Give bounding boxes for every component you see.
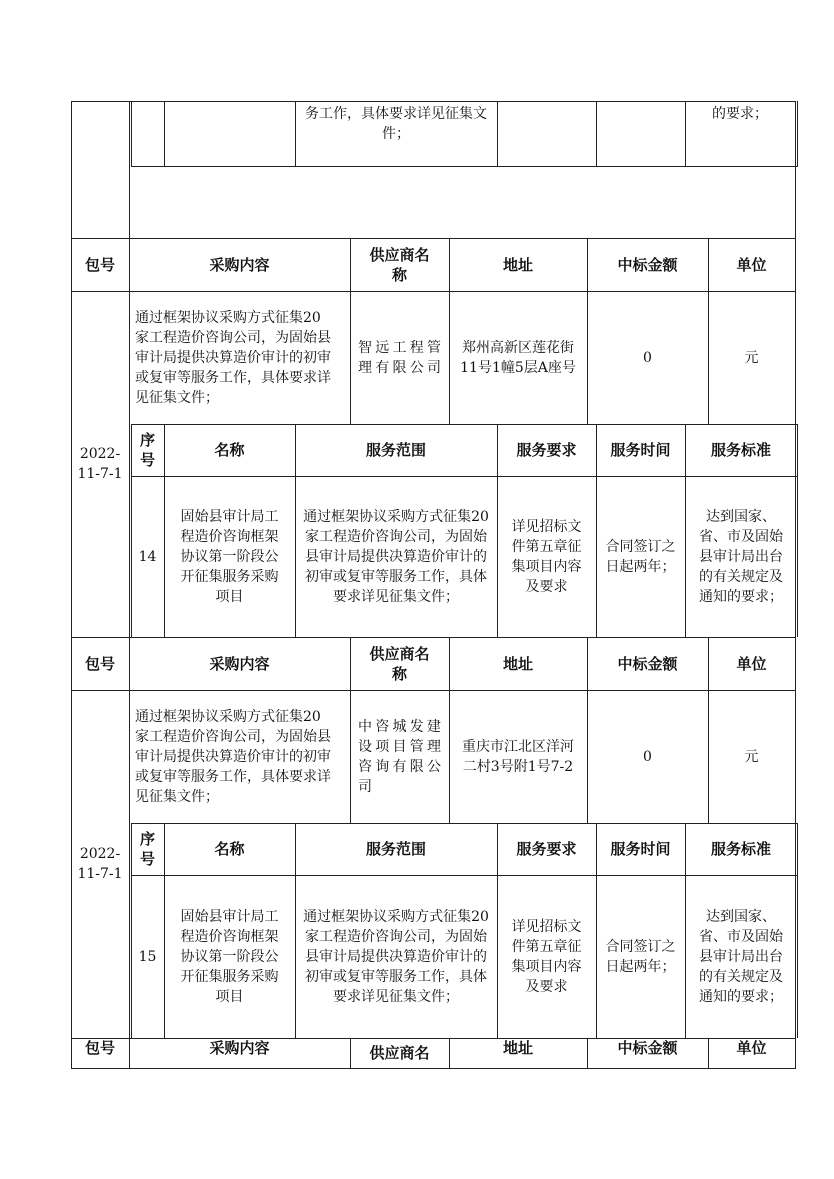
header-address: 地址 — [502, 1039, 533, 1057]
table-divider — [685, 101, 686, 167]
table-divider — [295, 823, 296, 1038]
sub-header-time: 服务时间 — [610, 441, 671, 459]
table-divider — [587, 1038, 588, 1068]
record-supplier: 智远工程管理有限公司 — [358, 339, 441, 376]
table-divider — [131, 875, 798, 876]
table-divider — [596, 823, 597, 1038]
item-seq: 15 — [138, 948, 157, 965]
header-package-no: 包号 — [84, 255, 115, 274]
table-divider — [131, 476, 798, 477]
table-divider — [449, 238, 450, 424]
header-content: 采购内容 — [209, 654, 270, 673]
header-amount: 中标金额 — [617, 654, 678, 673]
table-divider — [71, 291, 796, 292]
subtable-border — [131, 823, 132, 1038]
record-unit: 元 — [744, 349, 759, 366]
table-divider — [596, 424, 597, 637]
table-divider — [350, 238, 351, 424]
table-divider — [131, 101, 132, 167]
subtable-border — [131, 823, 798, 824]
table-divider — [129, 424, 130, 637]
item-seq: 14 — [138, 548, 157, 565]
subtable-border — [797, 823, 798, 1038]
table-divider — [295, 101, 296, 167]
subtable-border — [797, 424, 798, 637]
prev-scope-tail: 务工作，具体要求详见征集文件； — [305, 106, 487, 142]
table-divider — [497, 101, 498, 167]
table-divider — [708, 1038, 709, 1068]
item-time: 合同签订之日起两年； — [605, 938, 676, 975]
table-divider — [449, 1038, 450, 1068]
table-divider — [164, 424, 165, 637]
item-requirement: 详见招标文件第五章征集项目内容及要求 — [511, 918, 582, 995]
record-content: 通过框架协议采购方式征集20 家工程造价咨询公司，为固始县审计局提供决算造价审计的初审或复审等服务工作，具体要求详见征集文件； — [135, 309, 331, 406]
record-content: 通过框架协议采购方式征集20 家工程造价咨询公司，为固始县审计局提供决算造价审计的初审或复审等服务工作，具体要求详见征集文件； — [135, 708, 331, 805]
table-divider — [685, 424, 686, 637]
header-address: 地址 — [502, 255, 533, 274]
table-divider — [71, 1038, 796, 1039]
table-divider — [129, 823, 130, 1038]
item-standard: 达到国家、省、市及固始县审计局出台的有关规定及通知的要求； — [699, 508, 783, 605]
item-scope: 通过框架协议采购方式征集20 家工程造价咨询公司，为固始县审计局提供决算造价审计的初审或复审等服务工作，具体要求详见征集文件； — [303, 508, 489, 605]
sub-header-standard: 服务标准 — [710, 441, 771, 459]
subtable-border — [131, 424, 132, 637]
record-amount: 0 — [643, 748, 652, 765]
header-supplier: 供应商名称 — [369, 245, 430, 284]
table-divider — [71, 690, 796, 691]
header-amount: 中标金额 — [617, 255, 678, 274]
table-divider — [129, 1038, 130, 1068]
table-divider — [129, 238, 130, 424]
table-divider — [596, 101, 597, 167]
subtable-border — [131, 424, 798, 425]
table-border — [71, 101, 796, 102]
table-divider — [164, 101, 165, 167]
table-divider — [164, 823, 165, 1038]
record-package-no: 2022-11-7-1 — [77, 446, 123, 482]
record-unit: 元 — [744, 748, 759, 765]
table-divider — [587, 238, 588, 424]
header-amount: 中标金额 — [617, 1039, 678, 1057]
sub-header-name: 名称 — [214, 840, 245, 858]
table-border — [71, 101, 72, 1069]
table-divider — [295, 424, 296, 637]
record-amount: 0 — [643, 349, 652, 366]
table-divider — [350, 1038, 351, 1068]
item-name: 固始县审计局工程造价咨询框架协议第一阶段公开征集服务采购项目 — [180, 908, 279, 1005]
table-divider — [71, 238, 796, 239]
header-supplier: 供应商名 — [369, 1044, 430, 1062]
header-content: 采购内容 — [209, 1039, 270, 1057]
header-package-no: 包号 — [84, 654, 115, 673]
table-divider — [708, 637, 709, 823]
item-standard: 达到国家、省、市及固始县审计局出台的有关规定及通知的要求； — [699, 908, 783, 1005]
header-address: 地址 — [502, 654, 533, 673]
table-divider — [129, 637, 130, 823]
sub-header-scope: 服务范围 — [365, 441, 426, 459]
table-divider — [129, 101, 130, 238]
table-divider — [497, 424, 498, 637]
sub-header-scope: 服务范围 — [365, 840, 426, 858]
sub-header-seq: 序号 — [139, 431, 155, 469]
table-divider — [71, 637, 796, 638]
table-divider — [350, 637, 351, 823]
sub-header-time: 服务时间 — [610, 840, 671, 858]
table-divider — [708, 238, 709, 424]
table-divider — [587, 637, 588, 823]
sub-header-requirement: 服务要求 — [516, 441, 577, 459]
item-time: 合同签订之日起两年； — [605, 538, 676, 575]
table-divider — [131, 166, 798, 167]
sub-header-seq: 序号 — [139, 830, 155, 868]
record-supplier: 中咨城发建设项目管理咨询有限公司 — [358, 718, 441, 795]
header-content: 采购内容 — [209, 255, 270, 274]
table-border — [795, 101, 796, 1069]
header-unit: 单位 — [736, 255, 767, 274]
table-divider — [797, 101, 798, 167]
item-requirement: 详见招标文件第五章征集项目内容及要求 — [511, 518, 582, 595]
header-unit: 单位 — [736, 1039, 767, 1057]
header-supplier: 供应商名称 — [369, 644, 430, 683]
record-address: 重庆市江北区洋河二村3号附1号7-2 — [462, 738, 574, 775]
sub-header-standard: 服务标准 — [710, 840, 771, 858]
table-divider — [497, 823, 498, 1038]
record-address: 郑州高新区莲花街11号1幢5层A座号 — [460, 339, 576, 376]
header-package-no: 包号 — [84, 1039, 115, 1057]
item-scope: 通过框架协议采购方式征集20 家工程造价咨询公司，为固始县审计局提供决算造价审计的初审或复审等服务工作，具体要求详见征集文件； — [303, 908, 489, 1005]
sub-header-name: 名称 — [214, 441, 245, 459]
table-border — [71, 1068, 796, 1069]
table-divider — [449, 637, 450, 823]
table-divider — [685, 823, 686, 1038]
record-package-no: 2022-11-7-1 — [77, 846, 123, 882]
item-name: 固始县审计局工程造价咨询框架协议第一阶段公开征集服务采购项目 — [180, 508, 279, 605]
sub-header-requirement: 服务要求 — [516, 840, 577, 858]
header-unit: 单位 — [736, 654, 767, 673]
prev-standard-tail: 的要求； — [712, 106, 768, 122]
